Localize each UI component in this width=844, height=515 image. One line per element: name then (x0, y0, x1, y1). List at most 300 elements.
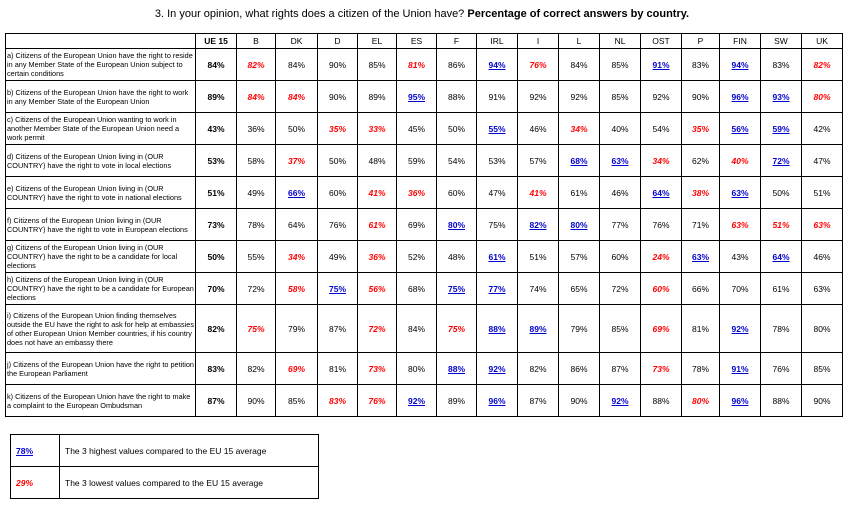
value-cell (518, 385, 559, 417)
lowest-value: 72% (368, 323, 386, 334)
highest-value: 96% (488, 395, 506, 406)
column-header: F (437, 34, 477, 49)
value-cell (720, 209, 761, 241)
column-header: NL (600, 34, 641, 49)
value: 90% (247, 395, 265, 406)
highest-value: 68% (570, 155, 588, 166)
value: 47% (813, 155, 831, 166)
legend-sample-value: 29% (16, 477, 34, 488)
value-cell (641, 385, 682, 417)
value: 61% (570, 187, 588, 198)
value: 85% (368, 59, 386, 70)
value-cell (518, 177, 559, 209)
value-cell (358, 49, 397, 81)
value-cell (641, 241, 682, 273)
lowest-value: 63% (813, 219, 831, 230)
value-cell (600, 113, 641, 145)
value: 58% (247, 155, 265, 166)
value: 74% (529, 283, 547, 294)
value-cell (196, 177, 237, 209)
value-cell (318, 113, 358, 145)
value-cell (358, 145, 397, 177)
highest-value: 80% (447, 219, 465, 230)
value: 86% (570, 363, 588, 374)
lowest-value: 38% (691, 187, 709, 198)
value-cell (196, 241, 237, 273)
page-title (0, 8, 844, 20)
value-cell (761, 353, 802, 385)
highest-value: 94% (488, 59, 506, 70)
value: 72% (247, 283, 265, 294)
value-cell (397, 113, 437, 145)
value: 84% (570, 59, 588, 70)
value-cell (600, 273, 641, 305)
value-cell (477, 145, 518, 177)
lowest-value: 69% (287, 363, 305, 374)
value-cell (276, 273, 318, 305)
lowest-value: 63% (731, 219, 749, 230)
value: 45% (407, 123, 425, 134)
value-cell (477, 209, 518, 241)
value-cell (559, 49, 600, 81)
value: 82% (529, 363, 547, 374)
question-label: e) Citizens of the European Union living in (OUR COUNTRY) have the right to vote in national elections (6, 177, 196, 209)
highest-value: 88% (488, 323, 506, 334)
value-cell (318, 209, 358, 241)
value-cell (559, 81, 600, 113)
lowest-value: 34% (287, 251, 305, 262)
value-cell (720, 113, 761, 145)
value-cell (397, 81, 437, 113)
highest-value: 82% (529, 219, 547, 230)
question-label: g) Citizens of the European Union living in (OUR COUNTRY) have the right to be a candidate for local elections (6, 241, 196, 273)
value: 85% (813, 363, 831, 374)
value: 63% (813, 283, 831, 294)
value: 78% (247, 219, 265, 230)
value: 85% (611, 59, 629, 70)
value-cell (600, 177, 641, 209)
value-cell (237, 385, 276, 417)
value: 55% (247, 251, 265, 262)
value-cell (237, 273, 276, 305)
highest-value: 59% (772, 123, 790, 134)
value: 60% (447, 187, 465, 198)
value-cell (761, 145, 802, 177)
value-cell (559, 209, 600, 241)
legend-text: The 3 lowest values compared to the EU 15 average (60, 467, 319, 499)
value: 36% (247, 123, 265, 134)
value-cell (397, 241, 437, 273)
value: 87% (328, 323, 346, 334)
value-cell (641, 145, 682, 177)
value-cell (802, 209, 843, 241)
value-cell (437, 145, 477, 177)
value-cell (641, 177, 682, 209)
value-cell (802, 241, 843, 273)
value-cell (477, 241, 518, 273)
value: 82% (207, 323, 225, 334)
table-row (6, 273, 843, 305)
value-cell (437, 273, 477, 305)
value: 48% (447, 251, 465, 262)
value-cell (682, 241, 720, 273)
value-cell (477, 273, 518, 305)
value-cell (802, 49, 843, 81)
lowest-value: 80% (691, 395, 709, 406)
value-cell (802, 145, 843, 177)
value: 43% (731, 251, 749, 262)
value-cell (237, 353, 276, 385)
question-label: j) Citizens of the European Union have the right to petition the European Parliament (6, 353, 196, 385)
value-cell (237, 241, 276, 273)
value-cell (237, 81, 276, 113)
table-row (6, 385, 843, 417)
value-cell (196, 273, 237, 305)
value-cell (518, 305, 559, 353)
lowest-value: 61% (368, 219, 386, 230)
value-cell (276, 113, 318, 145)
value-cell (397, 305, 437, 353)
value-cell (802, 177, 843, 209)
value: 84% (207, 59, 225, 70)
value: 50% (447, 123, 465, 134)
column-header: UE 15 (196, 34, 237, 49)
value: 54% (447, 155, 465, 166)
value-cell (641, 273, 682, 305)
lowest-value: 58% (287, 283, 305, 294)
value: 88% (652, 395, 670, 406)
value: 76% (328, 219, 346, 230)
value-cell (641, 209, 682, 241)
highest-value: 92% (731, 323, 749, 334)
lowest-value: 73% (652, 363, 670, 374)
value: 57% (570, 251, 588, 262)
value: 52% (407, 251, 425, 262)
column-header: DK (276, 34, 318, 49)
value-cell (276, 49, 318, 81)
value-cell (437, 241, 477, 273)
column-header: D (318, 34, 358, 49)
header-row (6, 34, 843, 49)
value: 46% (813, 251, 831, 262)
value-cell (641, 305, 682, 353)
value: 66% (691, 283, 709, 294)
column-header: EL (358, 34, 397, 49)
value-cell (559, 305, 600, 353)
value-cell (276, 241, 318, 273)
value: 57% (529, 155, 547, 166)
value: 72% (611, 283, 629, 294)
value: 85% (611, 323, 629, 334)
value-cell (276, 145, 318, 177)
value: 46% (529, 123, 547, 134)
value-cell (802, 273, 843, 305)
value-cell (518, 273, 559, 305)
lowest-value: 60% (652, 283, 670, 294)
column-header: SW (761, 34, 802, 49)
value: 78% (691, 363, 709, 374)
table-row (6, 305, 843, 353)
legend-row (11, 435, 319, 467)
value-cell (761, 81, 802, 113)
highest-value: 75% (328, 283, 346, 294)
value-cell (477, 305, 518, 353)
value: 42% (813, 123, 831, 134)
lowest-value: 83% (328, 395, 346, 406)
legend-sample-value: 78% (16, 445, 34, 456)
value-cell (276, 353, 318, 385)
value: 80% (813, 323, 831, 334)
value-cell (397, 177, 437, 209)
lowest-value: 56% (368, 283, 386, 294)
value-cell (237, 145, 276, 177)
value: 70% (207, 283, 225, 294)
column-header: FIN (720, 34, 761, 49)
lowest-value: 81% (407, 59, 425, 70)
value-cell (682, 177, 720, 209)
highest-value: 63% (611, 155, 629, 166)
column-header: B (237, 34, 276, 49)
column-header: P (682, 34, 720, 49)
question-label: k) Citizens of the European Union have the right to make a complaint to the European Ombudsman (6, 385, 196, 417)
legend-row (11, 467, 319, 499)
table-row (6, 49, 843, 81)
value: 50% (328, 155, 346, 166)
value-cell (720, 385, 761, 417)
highest-value: 56% (731, 123, 749, 134)
lowest-value: 82% (247, 59, 265, 70)
value-cell (518, 353, 559, 385)
value-cell (720, 353, 761, 385)
value-cell (196, 113, 237, 145)
value-cell (318, 273, 358, 305)
value: 86% (447, 59, 465, 70)
value: 47% (488, 187, 506, 198)
lowest-value: 36% (368, 251, 386, 262)
value-cell (358, 353, 397, 385)
highest-value: 92% (488, 363, 506, 374)
value-cell (318, 241, 358, 273)
value-cell (600, 209, 641, 241)
legend-sample (11, 435, 60, 467)
value: 88% (447, 91, 465, 102)
value-cell (358, 273, 397, 305)
table-row (6, 209, 843, 241)
value-cell (641, 49, 682, 81)
value-cell (600, 145, 641, 177)
value-cell (276, 81, 318, 113)
highest-value: 75% (447, 283, 465, 294)
value-cell (397, 385, 437, 417)
value-cell (559, 145, 600, 177)
value: 85% (611, 91, 629, 102)
lowest-value: 41% (368, 187, 386, 198)
highest-value: 94% (731, 59, 749, 70)
results-table (5, 33, 843, 417)
question-label: i) Citizens of the European Union finding themselves outside the EU have the right to ask for help at embassies of other European Union Member countries, if his country does not have an embassy there (6, 305, 196, 353)
value-cell (802, 305, 843, 353)
value-cell (196, 305, 237, 353)
value-cell (518, 209, 559, 241)
value-cell (397, 49, 437, 81)
value-cell (600, 49, 641, 81)
value: 65% (570, 283, 588, 294)
value: 89% (368, 91, 386, 102)
lowest-value: 75% (447, 323, 465, 334)
value: 46% (611, 187, 629, 198)
value: 89% (207, 91, 225, 102)
value-cell (196, 145, 237, 177)
highest-value: 95% (407, 91, 425, 102)
value: 51% (529, 251, 547, 262)
value: 84% (407, 323, 425, 334)
value-cell (477, 81, 518, 113)
value: 73% (207, 219, 225, 230)
value-cell (682, 113, 720, 145)
value-cell (761, 241, 802, 273)
value: 53% (207, 155, 225, 166)
value: 92% (652, 91, 670, 102)
value-cell (720, 273, 761, 305)
value: 88% (772, 395, 790, 406)
value-cell (518, 49, 559, 81)
value: 84% (287, 59, 305, 70)
value: 76% (772, 363, 790, 374)
value-cell (600, 241, 641, 273)
table-body (6, 49, 843, 417)
value-cell (196, 209, 237, 241)
value-cell (518, 113, 559, 145)
value-cell (802, 113, 843, 145)
value-cell (437, 177, 477, 209)
value: 70% (731, 283, 749, 294)
value-cell (196, 81, 237, 113)
lowest-value: 34% (652, 155, 670, 166)
value-cell (237, 305, 276, 353)
column-header: IRL (477, 34, 518, 49)
table-row (6, 81, 843, 113)
value-cell (559, 241, 600, 273)
value-cell (318, 49, 358, 81)
lowest-value: 73% (368, 363, 386, 374)
title-question: 3. In your opinion, what rights does a citizen of the Union have? (154, 8, 465, 20)
value: 90% (570, 395, 588, 406)
value-cell (682, 81, 720, 113)
value: 90% (328, 59, 346, 70)
value-cell (641, 113, 682, 145)
value: 53% (488, 155, 506, 166)
table-row (6, 145, 843, 177)
highest-value: 96% (731, 395, 749, 406)
value: 87% (207, 395, 225, 406)
lowest-value: 69% (652, 323, 670, 334)
value-cell (237, 177, 276, 209)
value-cell (318, 305, 358, 353)
value-cell (318, 385, 358, 417)
lowest-value: 34% (570, 123, 588, 134)
value: 49% (328, 251, 346, 262)
value-cell (358, 241, 397, 273)
value: 71% (691, 219, 709, 230)
value-cell (682, 209, 720, 241)
value-cell (761, 113, 802, 145)
value-cell (196, 49, 237, 81)
value-cell (196, 353, 237, 385)
value-cell (761, 305, 802, 353)
lowest-value: 84% (247, 91, 265, 102)
value-cell (437, 305, 477, 353)
value: 40% (611, 123, 629, 134)
value-cell (641, 353, 682, 385)
value-cell (600, 305, 641, 353)
value-cell (358, 177, 397, 209)
value: 89% (447, 395, 465, 406)
legend-sample (11, 467, 60, 499)
value-cell (237, 113, 276, 145)
question-label: h) Citizens of the European Union living in (OUR COUNTRY) have the right to be a candidate for European elections (6, 273, 196, 305)
value-cell (802, 81, 843, 113)
value: 61% (772, 283, 790, 294)
value-cell (397, 353, 437, 385)
legend-text: The 3 highest values compared to the EU 15 average (60, 435, 319, 467)
table-row (6, 113, 843, 145)
value-cell (518, 81, 559, 113)
value-cell (600, 385, 641, 417)
value: 87% (529, 395, 547, 406)
highest-value: 92% (611, 395, 629, 406)
value-cell (559, 177, 600, 209)
value: 75% (488, 219, 506, 230)
highest-value: 55% (488, 123, 506, 134)
value-cell (559, 113, 600, 145)
value-cell (802, 353, 843, 385)
value: 50% (207, 251, 225, 262)
value-cell (761, 49, 802, 81)
value: 91% (488, 91, 506, 102)
value: 60% (611, 251, 629, 262)
column-header: ES (397, 34, 437, 49)
value: 79% (570, 323, 588, 334)
value-cell (518, 145, 559, 177)
value: 83% (691, 59, 709, 70)
value: 50% (287, 123, 305, 134)
value-cell (276, 209, 318, 241)
value: 81% (328, 363, 346, 374)
lowest-value: 24% (652, 251, 670, 262)
value-cell (237, 209, 276, 241)
lowest-value: 41% (529, 187, 547, 198)
highest-value: 92% (407, 395, 425, 406)
lowest-value: 35% (328, 123, 346, 134)
highest-value: 61% (488, 251, 506, 262)
legend (10, 434, 319, 499)
lowest-value: 82% (813, 59, 831, 70)
lowest-value: 75% (247, 323, 265, 334)
value: 90% (328, 91, 346, 102)
highest-value: 63% (691, 251, 709, 262)
lowest-value: 51% (772, 219, 790, 230)
value-cell (682, 145, 720, 177)
value-cell (559, 273, 600, 305)
value-cell (318, 81, 358, 113)
value-cell (437, 353, 477, 385)
value-cell (600, 353, 641, 385)
value-cell (276, 177, 318, 209)
value-cell (318, 145, 358, 177)
value: 80% (407, 363, 425, 374)
value-cell (397, 273, 437, 305)
value-cell (720, 81, 761, 113)
